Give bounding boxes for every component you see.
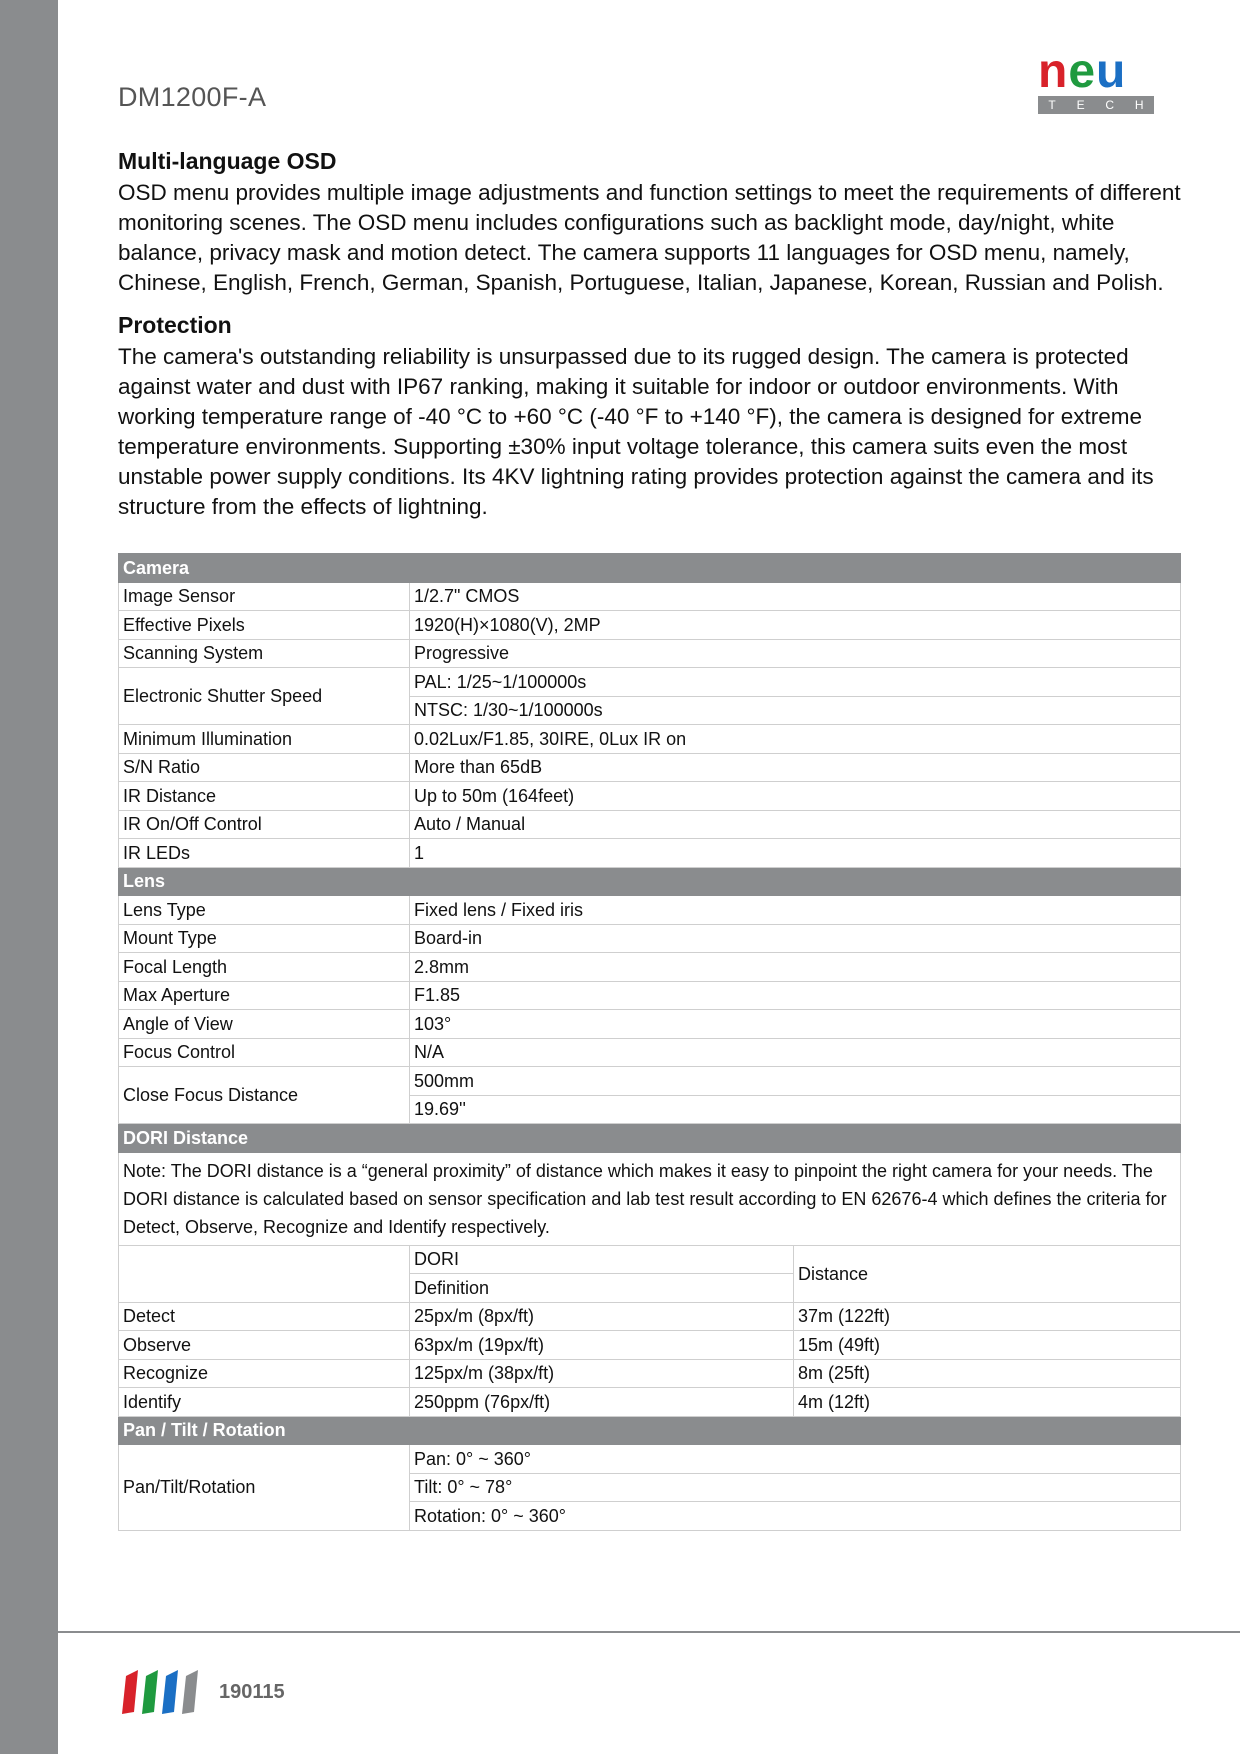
description-sections	[118, 146, 1181, 534]
table-row: Focal Length 2.8mm	[119, 953, 1181, 982]
table-row: Angle of View 103°	[119, 1010, 1181, 1039]
table-row: Max Aperture F1.85	[119, 981, 1181, 1010]
dori-note-row: Note: The DORI distance is a “general proximity” of distance which makes it easy to pinpoint the right camera for your needs. The DORI distance is calculated based on sensor specification and lab test result according to EN 62676-4 which defines the criteria for Detect, Observe, Recognize and Identify respectively.	[119, 1152, 1181, 1245]
table-row: Close Focus Distance 500mm	[119, 1067, 1181, 1096]
table-section-header-ptr: Pan / Tilt / Rotation	[119, 1416, 1181, 1445]
red-stripe-icon	[122, 1670, 138, 1714]
dori-column-header-row: DORI Distance	[119, 1245, 1181, 1274]
table-row: Focus Control N/A	[119, 1038, 1181, 1067]
table-row: Tilt: 0° ~ 78°	[119, 1473, 1181, 1502]
table-row: Detect 25px/m (8px/ft) 37m (122ft)	[119, 1302, 1181, 1331]
dori-column-header-row: Definition	[119, 1274, 1181, 1303]
logo-tech-strip: T E C H	[1038, 96, 1154, 114]
table-row: IR LEDs 1	[119, 839, 1181, 868]
table-row: IR Distance Up to 50m (164feet)	[119, 782, 1181, 811]
table-row: Mount Type Board-in	[119, 924, 1181, 953]
gray-stripe-icon	[182, 1670, 198, 1714]
table-row: Identify 250ppm (76px/ft) 4m (12ft)	[119, 1388, 1181, 1417]
table-row: Minimum Illumination 0.02Lux/F1.85, 30IRE, 0Lux IR on	[119, 725, 1181, 754]
neutech-logo	[1038, 45, 1154, 120]
table-row: Recognize 125px/m (38px/ft) 8m (25ft)	[119, 1359, 1181, 1388]
spec-table	[118, 553, 1181, 1531]
table-section-header-dori: DORI Distance	[119, 1124, 1181, 1153]
table-row: NTSC: 1/30~1/100000s	[119, 696, 1181, 725]
table-row: S/N Ratio More than 65dB	[119, 753, 1181, 782]
document-code: 190115	[219, 1681, 285, 1703]
table-row: Electronic Shutter Speed PAL: 1/25~1/100000s	[119, 668, 1181, 697]
table-row: Image Sensor 1/2.7" CMOS	[119, 582, 1181, 611]
table-section-header-lens: Lens	[119, 867, 1181, 896]
table-row: Scanning System Progressive	[119, 639, 1181, 668]
osd-section-text: OSD menu provides multiple image adjustments and function settings to meet the requirements of different monitoring scenes. The OSD menu includes configurations such as backlight mode, day/night, white balance, privacy mask and motion detect. The camera supports 11 languages for OSD menu, namely, Chinese, English, French, German, Spanish, Portuguese, Italian, Japanese, Korean, Russian and Polish.	[118, 180, 1181, 295]
table-section-header-camera: Camera	[119, 554, 1181, 583]
footer-divider	[58, 1631, 1240, 1633]
table-row: Rotation: 0° ~ 360°	[119, 1502, 1181, 1531]
logo-word: neu	[1038, 45, 1127, 98]
footer-stripes-logo	[118, 1670, 204, 1714]
table-row: Lens Type Fixed lens / Fixed iris	[119, 896, 1181, 925]
green-stripe-icon	[142, 1670, 158, 1714]
table-row: Effective Pixels 1920(H)×1080(V), 2MP	[119, 611, 1181, 640]
table-row: 19.69''	[119, 1095, 1181, 1124]
left-side-bar	[0, 0, 58, 1754]
table-row: IR On/Off Control Auto / Manual	[119, 810, 1181, 839]
blue-stripe-icon	[162, 1670, 178, 1714]
protection-section-text: The camera's outstanding reliability is unsurpassed due to its rugged design. The camera is protected against water and dust with IP67 ranking, making it suitable for indoor or outdoor environments. With working temperature range of -40 °C to +60 °C (-40 °F to +140 °F), the camera is designed for extreme temperature environments. Supporting ±30% input voltage tolerance, this camera suits even the most unstable power supply conditions. Its 4KV lightning rating provides protection against the camera and its structure from the effects of lightning.	[118, 344, 1154, 519]
table-row: Observe 63px/m (19px/ft) 15m (49ft)	[119, 1331, 1181, 1360]
table-row: Pan/Tilt/Rotation Pan: 0° ~ 360°	[119, 1445, 1181, 1474]
osd-section-title: Multi-language OSD	[118, 148, 337, 174]
model-title: DM1200F-A	[118, 82, 267, 112]
protection-section-title: Protection	[118, 312, 232, 338]
